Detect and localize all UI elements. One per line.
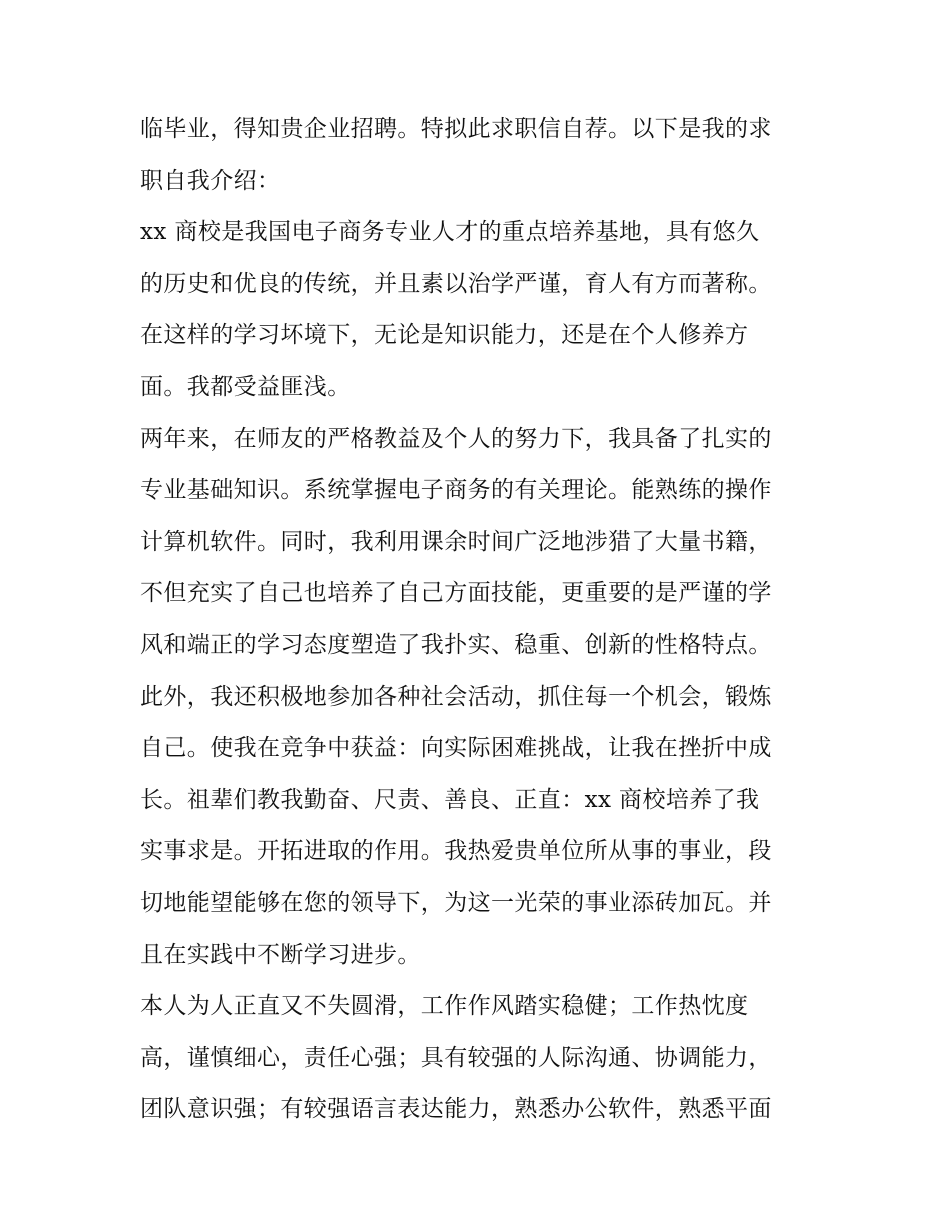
text-line: 面。我都受益匪浅。	[140, 373, 351, 400]
text-line: 此外，我还积极地参加各种社会活动，抓住每一个机会，锻炼	[140, 683, 772, 710]
body-text	[140, 104, 820, 1136]
text-line: 计算机软件。同时，我利用课余时间广泛地涉猎了大量书籍，	[140, 528, 772, 555]
text-line: 自己。使我在竞争中获益：向实际困难挑战，让我在挫折中成	[140, 735, 772, 762]
text-line: 实事求是。开拓进取的作用。我热爱贵单位所从事的事业，段	[140, 838, 772, 865]
text-line: 切地能望能够在您的领导下，为这一光荣的事业添砖加瓦。并	[140, 889, 772, 916]
text-line: 高，谨慎细心，责任心强；具有较强的人际沟通、协调能力，	[140, 1044, 772, 1071]
text-line: 临毕业，得知贵企业招聘。特拟此求职信自荐。以下是我的求	[140, 116, 772, 142]
text-line: xx 商校是我国电子商务专业人才的重点培养基地，具有悠久	[140, 219, 760, 246]
text-line: 且在实践中不断学习进步。	[140, 941, 421, 968]
text-line: 在这样的学习坏境下，无论是知识能力，还是在个人修养方	[140, 322, 749, 349]
text-line: 本人为人正直又不失圆滑，工作作风踏实稳健；工作热忱度	[140, 993, 749, 1020]
text-line: 团队意识强；有较强语言表达能力，熟悉办公软件，熟悉平面	[140, 1096, 772, 1123]
text-line: 专业基础知识。系统掌握电子商务的有关理论。能熟练的操作	[140, 477, 772, 504]
text-line: 不但充实了自己也培养了自己方面技能，更重要的是严谨的学	[140, 580, 772, 607]
text-line: 的历史和优良的传统，并且素以治学严谨，育人有方而著称。	[140, 270, 772, 297]
text-line: 职自我介绍：	[140, 167, 281, 194]
text-line: 长。祖辈们教我勤奋、尺责、善良、正直：xx 商校培养了我	[140, 786, 760, 813]
text-line: 两年来，在师友的严格教益及个人的努力下，我具备了扎实的	[140, 425, 772, 452]
text-line: 风和端正的学习态度塑造了我扑实、稳重、创新的性格特点。	[140, 631, 772, 658]
